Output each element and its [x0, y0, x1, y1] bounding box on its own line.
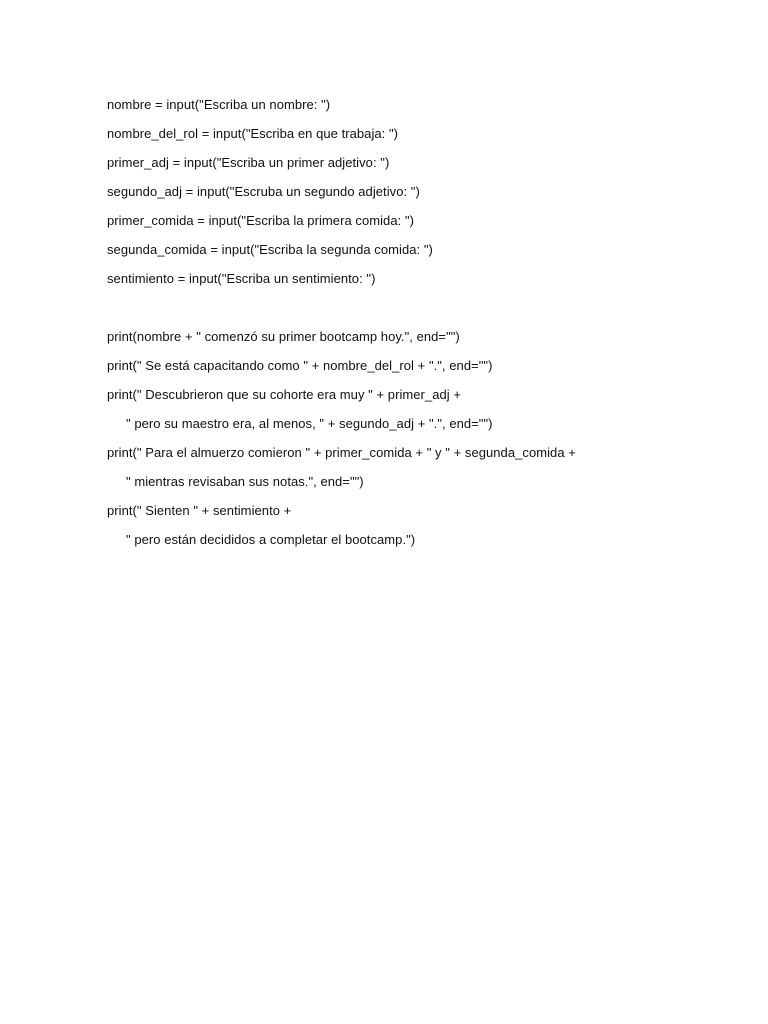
code-line-segundo-adj: segundo_adj = input("Escruba un segundo adjetivo: ") — [107, 184, 420, 199]
code-line-nombre-del-rol: nombre_del_rol = input("Escriba en que trabaja: ") — [107, 126, 399, 141]
code-line-primer-comida: primer_comida = input("Escriba la primera comida: ") — [107, 213, 414, 228]
blank-line — [107, 293, 727, 322]
code-line-primer-adj: primer_adj = input("Escriba un primer adjetivo: ") — [107, 155, 390, 170]
code-line-print-1: print(nombre + " comenzó su primer bootcamp hoy.", end="") — [107, 329, 460, 344]
code-line-print-3-continued: " pero su maestro era, al menos, " + segundo_adj + ".", end="") — [126, 416, 493, 431]
code-block — [107, 90, 727, 554]
code-line-print-3: print(" Descubrieron que su cohorte era muy " + primer_adj + — [107, 387, 462, 402]
code-line-nombre: nombre = input("Escriba un nombre: ") — [107, 97, 331, 112]
code-line-print-5: print(" Sienten " + sentimiento + — [107, 503, 292, 518]
code-line-sentimiento: sentimiento = input("Escriba un sentimiento: ") — [107, 271, 376, 286]
code-line-segunda-comida: segunda_comida = input("Escriba la segunda comida: ") — [107, 242, 433, 257]
code-line-print-4-continued: " mientras revisaban sus notas.", end="") — [126, 474, 364, 489]
code-line-print-4: print(" Para el almuerzo comieron " + primer_comida + " y " + segunda_comida + — [107, 445, 576, 460]
code-line-print-5-continued: " pero están decididos a completar el bootcamp.") — [126, 532, 416, 547]
code-line-print-2: print(" Se está capacitando como " + nombre_del_rol + ".", end="") — [107, 358, 493, 373]
